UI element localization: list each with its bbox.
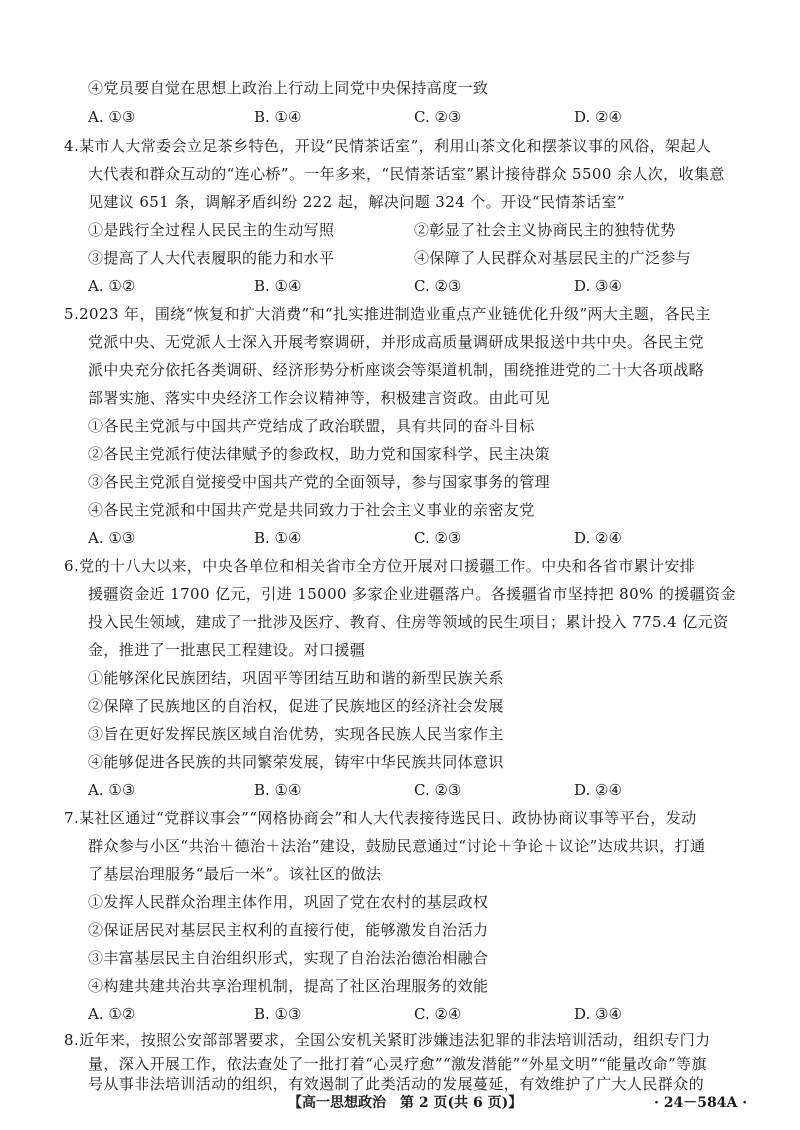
q6-option-a: A. ①③: [88, 781, 136, 799]
q5-statement-2: ②各民主党派行使法律赋予的参政权，助力党和国家科学、民主决策: [88, 445, 551, 463]
q4-statement-4: ④保障了人民群众对基层民主的广泛参与: [414, 249, 692, 267]
q5-option-d: D. ②④: [574, 529, 622, 547]
q3-option-c: C. ②③: [414, 108, 462, 126]
q5-stem-line-4: 部署实施、落实中央经济工作会议精神等，积极建言资政。由此可见: [88, 389, 551, 407]
q7-statement-1: ①发挥人民群众治理主体作用，巩固了党在农村的基层政权: [88, 893, 489, 911]
page-footer: [0, 1090, 800, 1116]
q7-option-d: D. ③④: [574, 1005, 622, 1023]
q8-stem-line-2: 量，深入开展工作，依法查处了一批打着“心灵疗愈”“激发潜能”“外星文明”“能量改命”等旗: [88, 1055, 707, 1073]
q8-stem-line-1: 8.近年来，按照公安部部署要求，全国公安机关紧盯涉嫌违法犯罪的非法培训活动，组织专门力: [64, 1031, 711, 1049]
q3-option-d: D. ②④: [574, 108, 622, 126]
q5-statement-3: ③各民主党派自觉接受中国共产党的全面领导，参与国家事务的管理: [88, 473, 551, 491]
q6-statement-3: ③旨在更好发挥民族区域自治优势，实现各民族人民当家作主: [88, 725, 504, 743]
q8-stem-line-3: 号从事非法培训活动的组织，有效遏制了此类活动的发展蔓延，有效维护了广大人民群众的: [88, 1075, 705, 1093]
q5-option-b: B. ①④: [254, 529, 302, 547]
q4-statement-3: ③提高了人大代表履职的能力和水平: [88, 249, 335, 267]
q4-stem-line-2: 大代表和群众互动的“连心桥”。一年多来，“民情茶话室”累计接待群众 5500 余人次，收集意: [88, 165, 725, 183]
q4-statement-1: ①是践行全过程人民民主的生动写照: [88, 221, 335, 239]
q7-option-c: C. ②④: [414, 1005, 462, 1023]
q4-option-d: D. ③④: [574, 277, 622, 295]
q5-option-c: C. ②③: [414, 529, 462, 547]
q6-statement-1: ①能够深化民族团结，巩固平等团结互助和谐的新型民族关系: [88, 669, 504, 687]
q7-stem-line-3: 了基层治理服务“最后一米”。该社区的做法: [88, 865, 382, 883]
q6-stem-line-4: 金，推进了一批惠民工程建设。对口援疆: [88, 641, 366, 659]
q6-statement-4: ④能够促进各民族的共同繁荣发展，铸牢中华民族共同体意识: [88, 753, 504, 771]
q6-option-d: D. ②④: [574, 781, 622, 799]
q4-stem-line-1: 4.某市人大常委会立足茶乡特色，开设“民情茶话室”，利用山茶文化和摆茶议事的风俗，架起人: [64, 137, 712, 155]
q3-option-a: A. ①③: [88, 108, 136, 126]
q4-stem-line-3: 见建议 651 条，调解矛盾纠纷 222 起，解决问题 324 个。开设“民情茶话室”: [88, 193, 626, 211]
q3-option-b: B. ①④: [254, 108, 302, 126]
q4-option-b: B. ①④: [254, 277, 302, 295]
q5-stem-line-3: 派中央充分依托各类调研、经济形势分析座谈会等渠道机制，围绕推进党的二十大各项战略: [88, 361, 705, 379]
q7-statement-4: ④构建共建共治共享治理机制，提高了社区治理服务的效能: [88, 977, 489, 995]
q3-statement-4: ④党员要自觉在思想上政治上行动上同党中央保持高度一致: [88, 79, 489, 97]
q7-option-b: B. ①③: [254, 1005, 302, 1023]
q6-option-b: B. ①④: [254, 781, 302, 799]
q6-stem-line-2: 援疆资金近 1700 亿元，引进 15000 多家企业进疆落户。各援疆省市坚持把 80% 的援疆资金: [88, 585, 736, 603]
q5-statement-4: ④各民主党派和中国共产党是共同致力于社会主义事业的亲密友党: [88, 501, 535, 519]
q7-statement-2: ②保证居民对基层民主权利的直接行使，能够激发自治活力: [88, 921, 489, 939]
q7-option-a: A. ①②: [88, 1005, 136, 1023]
q4-option-a: A. ①②: [88, 277, 136, 295]
q7-stem-line-1: 7.某社区通过“党群议事会”“网格协商会”和人大代表接待选民日、政协协商议事等平台，发动: [64, 809, 697, 827]
q7-statement-3: ③丰富基层民主自治组织形式，实现了自治法治德治相融合: [88, 949, 489, 967]
q6-stem-line-3: 投入民生领域，建成了一批涉及医疗、教育、住房等领域的民生项目；累计投入 775.4 亿元资: [88, 613, 729, 631]
q5-stem-line-1: 5.2023 年，围绕“恢复和扩大消费”和“扎实推进制造业重点产业链优化升级”两大主题，各民主: [64, 305, 711, 323]
q6-stem-line-1: 6.党的十八大以来，中央各单位和相关省市全方位开展对口援疆工作。中央和各省市累计安排: [64, 557, 696, 575]
q5-statement-1: ①各民主党派与中国共产党结成了政治联盟，具有共同的奋斗目标: [88, 417, 535, 435]
q6-option-c: C. ②③: [414, 781, 462, 799]
q4-option-c: C. ②③: [414, 277, 462, 295]
q5-option-a: A. ①③: [88, 529, 136, 547]
footer-exam-code: · 24－584A ·: [654, 1095, 748, 1111]
q6-statement-2: ②保障了民族地区的自治权，促进了民族地区的经济社会发展: [88, 697, 504, 715]
q7-stem-line-2: 群众参与小区“共治＋德治＋法治”建设，鼓励民意通过“讨论＋争论＋议论”达成共识，打通: [88, 837, 706, 855]
q4-statement-2: ②彰显了社会主义协商民主的独特优势: [414, 221, 676, 239]
footer-page-info: 【高一思想政治 第 2 页(共 6 页)】: [288, 1095, 523, 1111]
q5-stem-line-2: 党派中央、无党派人士深入开展考察调研，并形成高质量调研成果报送中共中央。各民主党: [88, 333, 705, 351]
